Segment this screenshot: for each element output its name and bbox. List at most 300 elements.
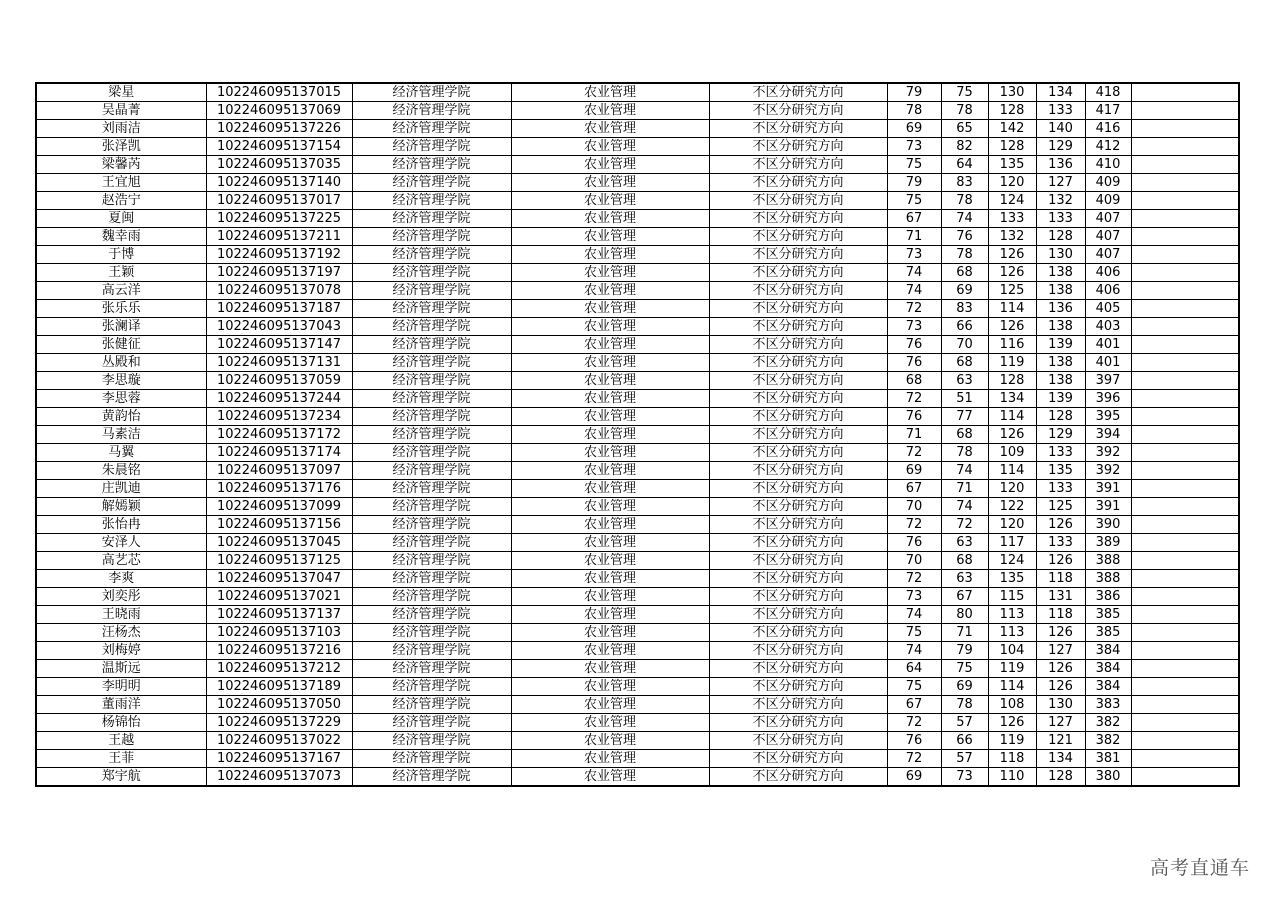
table-row	[36, 408, 1239, 426]
cell-score-4: 125	[1036, 498, 1085, 516]
cell-total: 394	[1085, 426, 1131, 444]
cell-direction: 不区分研究方向	[709, 120, 887, 138]
cell-score-1: 72	[887, 516, 941, 534]
cell-major: 农业管理	[511, 318, 709, 336]
cell-college: 经济管理学院	[352, 228, 511, 246]
cell-direction: 不区分研究方向	[709, 300, 887, 318]
cell-exam-id: 102246095137147	[206, 336, 352, 354]
cell-major: 农业管理	[511, 534, 709, 552]
cell-college: 经济管理学院	[352, 624, 511, 642]
table-row	[36, 552, 1239, 570]
cell-direction: 不区分研究方向	[709, 444, 887, 462]
table-body	[36, 83, 1239, 786]
cell-blank	[1131, 570, 1239, 588]
cell-exam-id: 102246095137189	[206, 678, 352, 696]
cell-score-2: 80	[941, 606, 988, 624]
cell-total: 407	[1085, 246, 1131, 264]
watermark-text: 高考直通车	[1149, 857, 1250, 879]
cell-score-3: 110	[988, 768, 1036, 787]
cell-direction: 不区分研究方向	[709, 174, 887, 192]
cell-name: 朱晨铭	[36, 462, 206, 480]
cell-blank	[1131, 354, 1239, 372]
cell-score-2: 65	[941, 120, 988, 138]
cell-total: 406	[1085, 282, 1131, 300]
table-row	[36, 264, 1239, 282]
cell-exam-id: 102246095137229	[206, 714, 352, 732]
cell-total: 380	[1085, 768, 1131, 787]
table-row	[36, 156, 1239, 174]
cell-blank	[1131, 336, 1239, 354]
cell-score-1: 67	[887, 480, 941, 498]
cell-score-1: 75	[887, 678, 941, 696]
cell-blank	[1131, 408, 1239, 426]
cell-score-2: 78	[941, 246, 988, 264]
cell-major: 农业管理	[511, 552, 709, 570]
cell-college: 经济管理学院	[352, 372, 511, 390]
cell-score-2: 76	[941, 228, 988, 246]
cell-name: 于博	[36, 246, 206, 264]
table-row	[36, 480, 1239, 498]
cell-score-1: 74	[887, 282, 941, 300]
cell-score-3: 108	[988, 696, 1036, 714]
cell-direction: 不区分研究方向	[709, 660, 887, 678]
cell-blank	[1131, 552, 1239, 570]
cell-score-3: 114	[988, 462, 1036, 480]
cell-score-3: 126	[988, 318, 1036, 336]
cell-name: 王宜旭	[36, 174, 206, 192]
cell-score-4: 136	[1036, 156, 1085, 174]
cell-direction: 不区分研究方向	[709, 516, 887, 534]
cell-score-3: 114	[988, 300, 1036, 318]
cell-major: 农业管理	[511, 390, 709, 408]
cell-name: 李思蓉	[36, 390, 206, 408]
cell-score-3: 114	[988, 678, 1036, 696]
cell-direction: 不区分研究方向	[709, 714, 887, 732]
cell-name: 李爽	[36, 570, 206, 588]
cell-total: 410	[1085, 156, 1131, 174]
cell-direction: 不区分研究方向	[709, 678, 887, 696]
cell-exam-id: 102246095137073	[206, 768, 352, 787]
cell-direction: 不区分研究方向	[709, 498, 887, 516]
cell-direction: 不区分研究方向	[709, 408, 887, 426]
cell-score-1: 68	[887, 372, 941, 390]
cell-exam-id: 102246095137043	[206, 318, 352, 336]
cell-exam-id: 102246095137137	[206, 606, 352, 624]
cell-total: 389	[1085, 534, 1131, 552]
cell-score-2: 71	[941, 624, 988, 642]
cell-exam-id: 102246095137192	[206, 246, 352, 264]
cell-direction: 不区分研究方向	[709, 534, 887, 552]
cell-score-4: 130	[1036, 696, 1085, 714]
cell-score-3: 132	[988, 228, 1036, 246]
cell-direction: 不区分研究方向	[709, 696, 887, 714]
cell-score-3: 128	[988, 138, 1036, 156]
cell-score-4: 118	[1036, 606, 1085, 624]
cell-exam-id: 102246095137187	[206, 300, 352, 318]
cell-blank	[1131, 174, 1239, 192]
cell-name: 魏幸雨	[36, 228, 206, 246]
cell-college: 经济管理学院	[352, 714, 511, 732]
cell-major: 农业管理	[511, 732, 709, 750]
cell-total: 417	[1085, 102, 1131, 120]
cell-score-4: 136	[1036, 300, 1085, 318]
cell-major: 农业管理	[511, 426, 709, 444]
cell-score-3: 116	[988, 336, 1036, 354]
cell-blank	[1131, 498, 1239, 516]
cell-exam-id: 102246095137097	[206, 462, 352, 480]
cell-total: 391	[1085, 480, 1131, 498]
cell-score-2: 78	[941, 192, 988, 210]
cell-major: 农业管理	[511, 228, 709, 246]
cell-college: 经济管理学院	[352, 174, 511, 192]
cell-major: 农业管理	[511, 462, 709, 480]
cell-blank	[1131, 426, 1239, 444]
cell-score-4: 133	[1036, 102, 1085, 120]
table-row	[36, 282, 1239, 300]
cell-score-2: 71	[941, 480, 988, 498]
cell-direction: 不区分研究方向	[709, 768, 887, 787]
cell-major: 农业管理	[511, 624, 709, 642]
cell-score-3: 124	[988, 552, 1036, 570]
cell-major: 农业管理	[511, 120, 709, 138]
cell-college: 经济管理学院	[352, 516, 511, 534]
table-row	[36, 624, 1239, 642]
cell-college: 经济管理学院	[352, 102, 511, 120]
cell-score-3: 128	[988, 372, 1036, 390]
cell-college: 经济管理学院	[352, 192, 511, 210]
cell-college: 经济管理学院	[352, 534, 511, 552]
cell-score-1: 76	[887, 354, 941, 372]
cell-score-4: 121	[1036, 732, 1085, 750]
table-row	[36, 714, 1239, 732]
cell-name: 马翼	[36, 444, 206, 462]
cell-score-2: 74	[941, 210, 988, 228]
cell-score-1: 67	[887, 696, 941, 714]
cell-score-1: 74	[887, 642, 941, 660]
cell-exam-id: 102246095137197	[206, 264, 352, 282]
cell-exam-id: 102246095137154	[206, 138, 352, 156]
cell-score-3: 114	[988, 408, 1036, 426]
cell-exam-id: 102246095137172	[206, 426, 352, 444]
cell-exam-id: 102246095137125	[206, 552, 352, 570]
cell-score-1: 73	[887, 318, 941, 336]
cell-name: 马素洁	[36, 426, 206, 444]
cell-college: 经济管理学院	[352, 300, 511, 318]
cell-name: 汪杨杰	[36, 624, 206, 642]
table-row	[36, 588, 1239, 606]
cell-direction: 不区分研究方向	[709, 228, 887, 246]
cell-major: 农业管理	[511, 696, 709, 714]
cell-blank	[1131, 480, 1239, 498]
cell-score-4: 138	[1036, 354, 1085, 372]
cell-score-3: 109	[988, 444, 1036, 462]
cell-name: 赵浩宁	[36, 192, 206, 210]
cell-exam-id: 102246095137212	[206, 660, 352, 678]
cell-direction: 不区分研究方向	[709, 372, 887, 390]
cell-direction: 不区分研究方向	[709, 318, 887, 336]
cell-score-3: 119	[988, 660, 1036, 678]
cell-score-1: 76	[887, 408, 941, 426]
cell-total: 406	[1085, 264, 1131, 282]
cell-name: 安泽人	[36, 534, 206, 552]
cell-score-2: 75	[941, 660, 988, 678]
cell-total: 407	[1085, 228, 1131, 246]
cell-score-3: 119	[988, 354, 1036, 372]
cell-score-4: 138	[1036, 318, 1085, 336]
cell-college: 经济管理学院	[352, 462, 511, 480]
table-row	[36, 426, 1239, 444]
cell-major: 农业管理	[511, 210, 709, 228]
cell-name: 董雨洋	[36, 696, 206, 714]
cell-score-2: 57	[941, 750, 988, 768]
cell-score-1: 69	[887, 462, 941, 480]
cell-name: 李明明	[36, 678, 206, 696]
cell-blank	[1131, 300, 1239, 318]
cell-score-4: 133	[1036, 534, 1085, 552]
cell-blank	[1131, 660, 1239, 678]
cell-college: 经济管理学院	[352, 264, 511, 282]
cell-exam-id: 102246095137045	[206, 534, 352, 552]
cell-score-2: 69	[941, 282, 988, 300]
table-row	[36, 138, 1239, 156]
cell-exam-id: 102246095137078	[206, 282, 352, 300]
cell-blank	[1131, 642, 1239, 660]
table-row	[36, 390, 1239, 408]
cell-score-4: 139	[1036, 336, 1085, 354]
cell-direction: 不区分研究方向	[709, 624, 887, 642]
cell-score-1: 72	[887, 714, 941, 732]
cell-score-1: 69	[887, 768, 941, 787]
cell-blank	[1131, 534, 1239, 552]
cell-exam-id: 102246095137103	[206, 624, 352, 642]
cell-total: 405	[1085, 300, 1131, 318]
cell-exam-id: 102246095137059	[206, 372, 352, 390]
cell-major: 农业管理	[511, 336, 709, 354]
cell-blank	[1131, 318, 1239, 336]
cell-blank	[1131, 516, 1239, 534]
cell-score-3: 120	[988, 174, 1036, 192]
cell-major: 农业管理	[511, 750, 709, 768]
cell-score-4: 126	[1036, 678, 1085, 696]
table-row	[36, 228, 1239, 246]
cell-score-1: 67	[887, 210, 941, 228]
cell-name: 庄凯迪	[36, 480, 206, 498]
cell-score-2: 67	[941, 588, 988, 606]
cell-score-3: 113	[988, 606, 1036, 624]
cell-score-3: 135	[988, 156, 1036, 174]
cell-score-1: 73	[887, 138, 941, 156]
cell-score-1: 71	[887, 426, 941, 444]
cell-total: 381	[1085, 750, 1131, 768]
cell-name: 丛殿和	[36, 354, 206, 372]
cell-college: 经济管理学院	[352, 83, 511, 102]
cell-score-1: 79	[887, 174, 941, 192]
cell-major: 农业管理	[511, 570, 709, 588]
cell-college: 经济管理学院	[352, 444, 511, 462]
cell-major: 农业管理	[511, 606, 709, 624]
cell-total: 384	[1085, 660, 1131, 678]
cell-score-3: 126	[988, 246, 1036, 264]
cell-direction: 不区分研究方向	[709, 102, 887, 120]
cell-score-4: 128	[1036, 408, 1085, 426]
cell-name: 李思璇	[36, 372, 206, 390]
cell-total: 412	[1085, 138, 1131, 156]
cell-major: 农业管理	[511, 156, 709, 174]
cell-exam-id: 102246095137234	[206, 408, 352, 426]
cell-score-3: 130	[988, 83, 1036, 102]
cell-college: 经济管理学院	[352, 138, 511, 156]
cell-college: 经济管理学院	[352, 606, 511, 624]
cell-blank	[1131, 696, 1239, 714]
cell-direction: 不区分研究方向	[709, 83, 887, 102]
cell-score-1: 72	[887, 570, 941, 588]
cell-exam-id: 102246095137225	[206, 210, 352, 228]
score-table	[35, 82, 1240, 787]
cell-direction: 不区分研究方向	[709, 246, 887, 264]
cell-score-4: 128	[1036, 228, 1085, 246]
cell-direction: 不区分研究方向	[709, 138, 887, 156]
cell-score-4: 138	[1036, 372, 1085, 390]
cell-score-1: 69	[887, 120, 941, 138]
cell-score-3: 124	[988, 192, 1036, 210]
cell-college: 经济管理学院	[352, 498, 511, 516]
cell-college: 经济管理学院	[352, 750, 511, 768]
cell-total: 382	[1085, 714, 1131, 732]
cell-score-1: 79	[887, 83, 941, 102]
cell-score-4: 118	[1036, 570, 1085, 588]
score-sheet	[35, 82, 1240, 787]
cell-total: 392	[1085, 444, 1131, 462]
cell-score-2: 64	[941, 156, 988, 174]
cell-college: 经济管理学院	[352, 354, 511, 372]
cell-name: 梁馨芮	[36, 156, 206, 174]
cell-blank	[1131, 210, 1239, 228]
cell-score-2: 68	[941, 354, 988, 372]
cell-exam-id: 102246095137216	[206, 642, 352, 660]
cell-direction: 不区分研究方向	[709, 354, 887, 372]
cell-name: 张健征	[36, 336, 206, 354]
cell-score-1: 72	[887, 390, 941, 408]
cell-score-2: 82	[941, 138, 988, 156]
cell-total: 388	[1085, 570, 1131, 588]
cell-score-1: 72	[887, 300, 941, 318]
table-row	[36, 642, 1239, 660]
cell-direction: 不区分研究方向	[709, 426, 887, 444]
cell-total: 385	[1085, 624, 1131, 642]
cell-score-1: 74	[887, 606, 941, 624]
cell-score-3: 134	[988, 390, 1036, 408]
cell-name: 郑宇航	[36, 768, 206, 787]
cell-total: 407	[1085, 210, 1131, 228]
cell-college: 经济管理学院	[352, 210, 511, 228]
cell-total: 396	[1085, 390, 1131, 408]
cell-exam-id: 102246095137035	[206, 156, 352, 174]
cell-blank	[1131, 156, 1239, 174]
cell-total: 392	[1085, 462, 1131, 480]
cell-score-2: 78	[941, 102, 988, 120]
cell-name: 梁星	[36, 83, 206, 102]
cell-blank	[1131, 228, 1239, 246]
cell-score-2: 66	[941, 732, 988, 750]
cell-score-3: 128	[988, 102, 1036, 120]
cell-direction: 不区分研究方向	[709, 552, 887, 570]
cell-name: 张乐乐	[36, 300, 206, 318]
cell-total: 383	[1085, 696, 1131, 714]
cell-name: 高云洋	[36, 282, 206, 300]
cell-total: 401	[1085, 336, 1131, 354]
cell-score-2: 66	[941, 318, 988, 336]
cell-direction: 不区分研究方向	[709, 732, 887, 750]
cell-blank	[1131, 750, 1239, 768]
cell-score-3: 126	[988, 426, 1036, 444]
cell-score-4: 134	[1036, 750, 1085, 768]
cell-exam-id: 102246095137140	[206, 174, 352, 192]
cell-score-3: 122	[988, 498, 1036, 516]
cell-major: 农业管理	[511, 138, 709, 156]
cell-score-2: 73	[941, 768, 988, 787]
cell-major: 农业管理	[511, 372, 709, 390]
cell-direction: 不区分研究方向	[709, 156, 887, 174]
cell-blank	[1131, 462, 1239, 480]
cell-score-2: 68	[941, 552, 988, 570]
cell-score-4: 134	[1036, 83, 1085, 102]
cell-name: 张澜译	[36, 318, 206, 336]
cell-exam-id: 102246095137226	[206, 120, 352, 138]
cell-name: 张怡冉	[36, 516, 206, 534]
cell-major: 农业管理	[511, 408, 709, 426]
cell-total: 418	[1085, 83, 1131, 102]
cell-score-1: 64	[887, 660, 941, 678]
cell-total: 391	[1085, 498, 1131, 516]
cell-blank	[1131, 246, 1239, 264]
cell-blank	[1131, 678, 1239, 696]
cell-blank	[1131, 372, 1239, 390]
cell-blank	[1131, 732, 1239, 750]
table-row	[36, 768, 1239, 787]
cell-college: 经济管理学院	[352, 246, 511, 264]
cell-college: 经济管理学院	[352, 120, 511, 138]
cell-name: 刘奕彤	[36, 588, 206, 606]
cell-exam-id: 102246095137017	[206, 192, 352, 210]
cell-score-4: 127	[1036, 642, 1085, 660]
table-row	[36, 336, 1239, 354]
cell-score-1: 75	[887, 624, 941, 642]
cell-direction: 不区分研究方向	[709, 282, 887, 300]
cell-score-4: 139	[1036, 390, 1085, 408]
cell-total: 403	[1085, 318, 1131, 336]
cell-college: 经济管理学院	[352, 426, 511, 444]
cell-name: 王越	[36, 732, 206, 750]
cell-total: 409	[1085, 174, 1131, 192]
cell-name: 王颖	[36, 264, 206, 282]
cell-name: 王菲	[36, 750, 206, 768]
cell-college: 经济管理学院	[352, 318, 511, 336]
cell-score-1: 78	[887, 102, 941, 120]
cell-score-3: 119	[988, 732, 1036, 750]
cell-total: 390	[1085, 516, 1131, 534]
cell-major: 农业管理	[511, 714, 709, 732]
cell-direction: 不区分研究方向	[709, 192, 887, 210]
cell-name: 张泽凯	[36, 138, 206, 156]
table-row	[36, 102, 1239, 120]
cell-exam-id: 102246095137022	[206, 732, 352, 750]
cell-total: 395	[1085, 408, 1131, 426]
cell-name: 黄韵怡	[36, 408, 206, 426]
cell-score-4: 126	[1036, 660, 1085, 678]
cell-college: 经济管理学院	[352, 642, 511, 660]
cell-score-2: 63	[941, 570, 988, 588]
cell-major: 农业管理	[511, 660, 709, 678]
